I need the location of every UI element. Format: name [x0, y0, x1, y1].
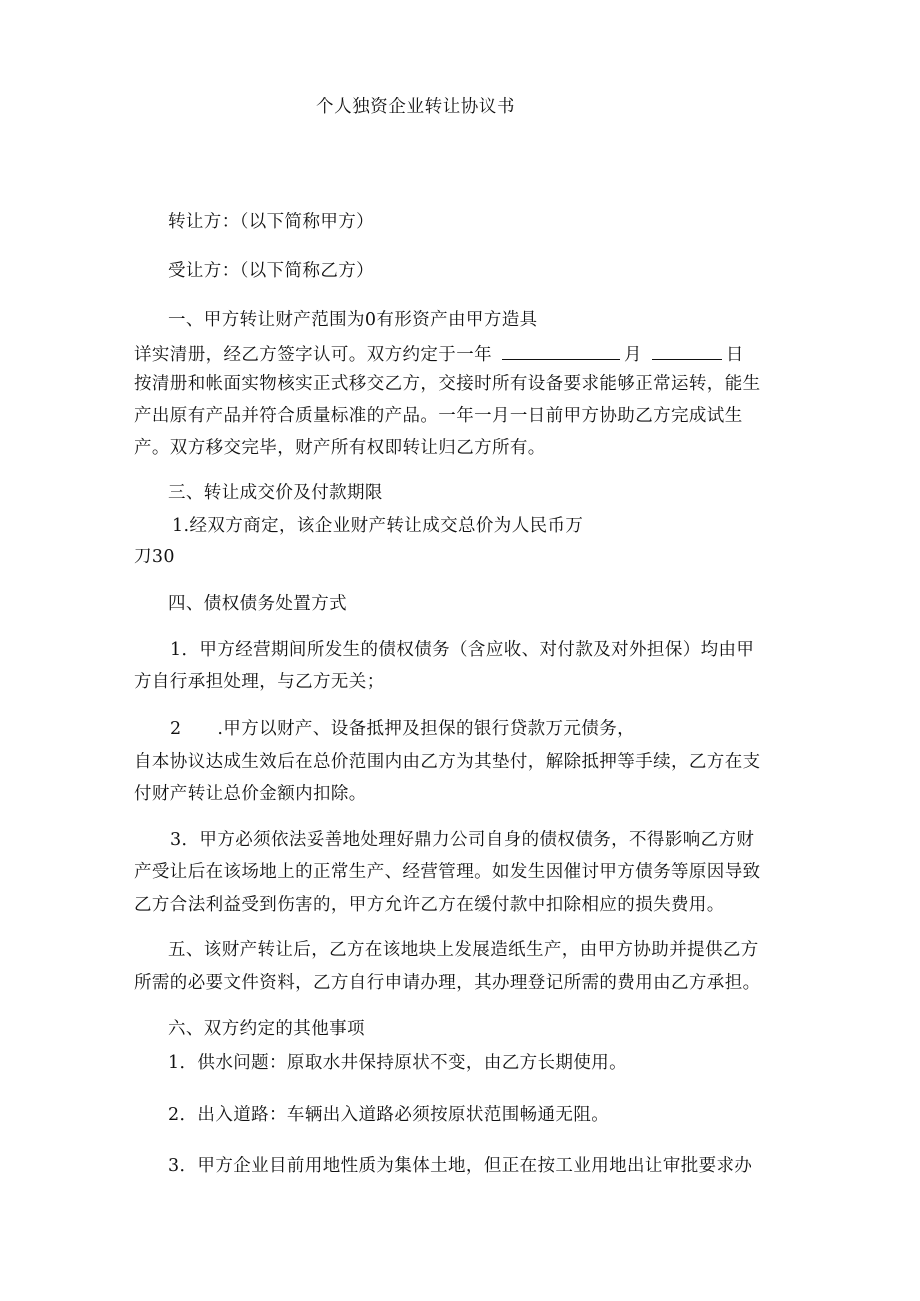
day-label: 日: [725, 345, 744, 365]
section3-heading: 三、转让成交价及付款期限: [168, 483, 383, 503]
section4-item1-line2: 方自行承担处理，与乙方无关；: [134, 672, 385, 692]
transferor-line: 转让方：（以下简称甲方）: [168, 212, 375, 232]
section6-item3: 3．甲方企业目前用地性质为集体土地，但正在按工业用地出让审批要求办: [168, 1156, 753, 1176]
section4-item3-line2: 产受让后在该场地上的正常生产、经营管理。如发生因催讨甲方债务等原因导致: [134, 862, 761, 882]
section1-line2-text: 详实清册，经乙方签字认可。双方约定于一年: [134, 345, 492, 365]
section5-line1: 五、该财产转让后，乙方在该地块上发展造纸生产，由甲方协助并提供乙方: [168, 940, 759, 960]
section4-item2-line1: 2 .甲方以财产、设备抵押及担保的银行贷款万元债务，: [170, 719, 635, 739]
transferee-line: 受让方：（以下简称乙方）: [168, 261, 375, 281]
section6-item1: 1．供水问题：原取水井保持原状不变，由乙方长期使用。: [168, 1053, 628, 1073]
year-blank: [502, 343, 620, 360]
day-blank: [652, 343, 722, 360]
document-title: 个人独资企业转让协议书: [316, 97, 516, 117]
section1-line3: 按清册和帐面实物核实正式移交乙方，交接时所有设备要求能够正常运转，能生: [134, 374, 761, 394]
section4-item2-line2: 自本协议达成生效后在总价范围内由乙方为其垫付，解除抵押等手续，乙方在支: [134, 752, 761, 772]
section1-line5: 产。双方移交完毕，财产所有权即转让归乙方所有。: [134, 438, 546, 458]
section6-heading: 六、双方约定的其他事项: [168, 1019, 365, 1039]
section5-line2: 所需的必要文件资料，乙方自行申请办理，其办理登记所需的费用由乙方承担。: [134, 973, 761, 993]
section4-item3-line1: 3．甲方必须依法妥善地处理好鼎力公司自身的债权债务，不得影响乙方财: [170, 830, 755, 850]
section4-item1-line1: 1．甲方经营期间所发生的债权债务（含应收、对付款及对外担保）均由甲: [170, 640, 755, 660]
section1-line2: [134, 343, 744, 366]
section4-item2-line3: 付财产转让总价金额内扣除。: [134, 784, 367, 804]
section3-item1-line2: 刀30: [134, 547, 175, 567]
section1-line4: 产出原有产品并符合质量标准的产品。一年一月一日前甲方协助乙方完成试生: [134, 406, 743, 426]
section1-line1: 一、甲方转让财产范围为0有形资产由甲方造具: [168, 310, 538, 330]
section3-item1-line1: 1.经双方商定，该企业财产转让成交总价为人民币万: [172, 516, 584, 536]
section4-item3-line3: 乙方合法利益受到伤害的，甲方允许乙方在缓付款中扣除相应的损失费用。: [134, 895, 725, 915]
section4-heading: 四、债权债务处置方式: [168, 594, 347, 614]
month-label: 月: [623, 345, 642, 365]
section6-item2: 2．出入道路：车辆出入道路必须按原状范围畅通无阻。: [168, 1105, 610, 1125]
